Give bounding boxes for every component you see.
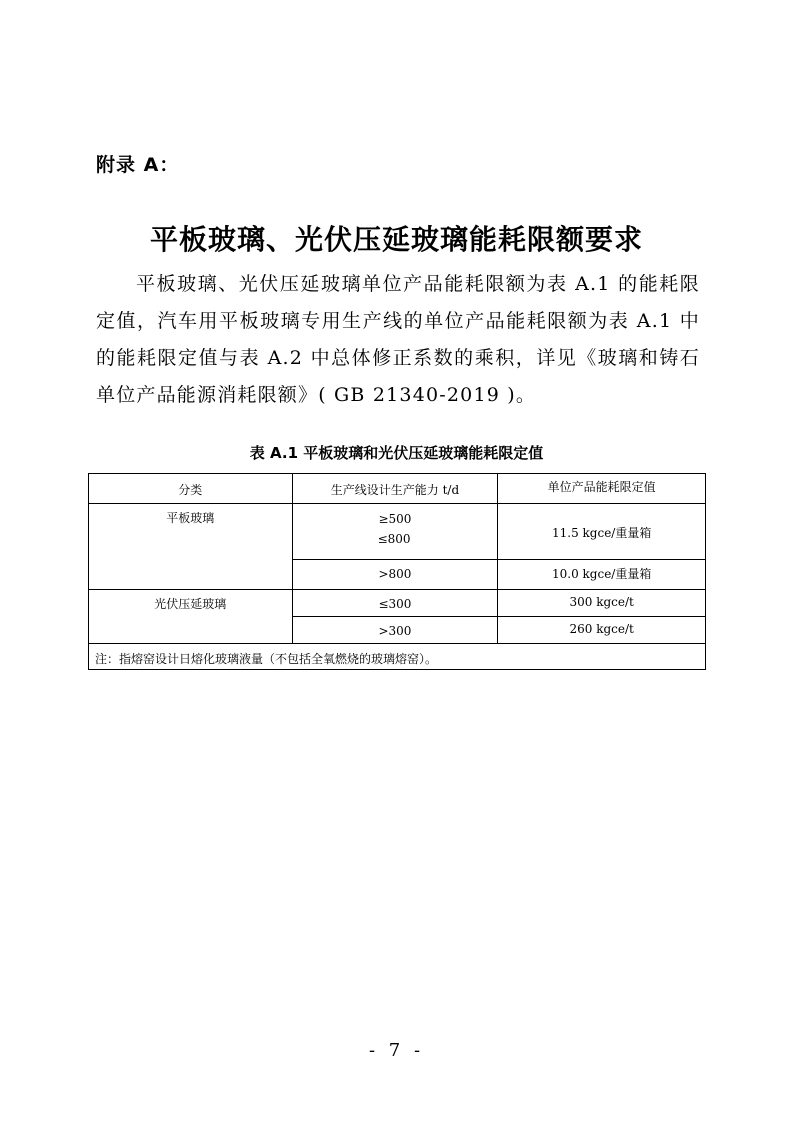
limit-value: 260 kgce/t — [569, 622, 634, 636]
page-number: - 7 - — [368, 1040, 425, 1061]
category-pv-glass: 光伏压延玻璃 — [154, 597, 227, 611]
capacity-cell — [292, 504, 498, 560]
table-caption: 表 A.1 平板玻璃和光伏压延玻璃能耗限定值 — [249, 444, 544, 462]
table-header-row — [89, 474, 706, 504]
appendix-label: 附录 A： — [96, 154, 180, 176]
limit-value: 11.5 kgce/重量箱 — [552, 526, 652, 540]
capacity-value: ≤300 — [378, 597, 412, 611]
capacity-cell — [292, 560, 498, 590]
table-note-row — [89, 644, 706, 670]
limit-cell — [498, 590, 706, 617]
limit-value: 300 kgce/t — [569, 595, 634, 609]
capacity-value: >300 — [378, 624, 412, 638]
capacity-min: ≥500 — [378, 512, 412, 526]
limit-value: 10.0 kgce/重量箱 — [552, 567, 652, 581]
header-limit: 单位产品能耗限定值 — [498, 474, 706, 504]
limit-cell — [498, 504, 706, 560]
capacity-value: >800 — [378, 567, 412, 581]
table-note: 注：指熔窑设计日熔化玻璃液量（不包括全氧燃烧的玻璃熔窑）。 — [89, 644, 706, 670]
body-paragraph: 平板玻璃、光伏压延玻璃单位产品能耗限额为表 A.1 的能耗限定值，汽车用平板玻璃专用生产线的单位产品能耗限额为表 A.1 中的能耗限定值与表 A.2 中总体修正系数的乘积，详见《玻璃和铸石单位产品能源消耗限额》( GB 21340-2019 )。 — [96, 273, 700, 406]
page-title: 平板玻璃、光伏压延玻璃能耗限额要求 — [149, 223, 643, 256]
header-category: 分类 — [89, 474, 293, 504]
capacity-cell — [292, 617, 498, 644]
limit-cell — [498, 617, 706, 644]
header-capacity: 生产线设计生产能力 t/d — [292, 474, 498, 504]
capacity-cell — [292, 590, 498, 617]
limit-cell — [498, 560, 706, 590]
category-flat-glass: 平板玻璃 — [166, 511, 215, 525]
table-row — [89, 590, 706, 617]
table-row — [89, 504, 706, 560]
capacity-max: ≤800 — [377, 532, 411, 546]
category-cell — [89, 590, 293, 644]
energy-limit-table — [88, 473, 706, 670]
category-cell — [89, 504, 293, 590]
